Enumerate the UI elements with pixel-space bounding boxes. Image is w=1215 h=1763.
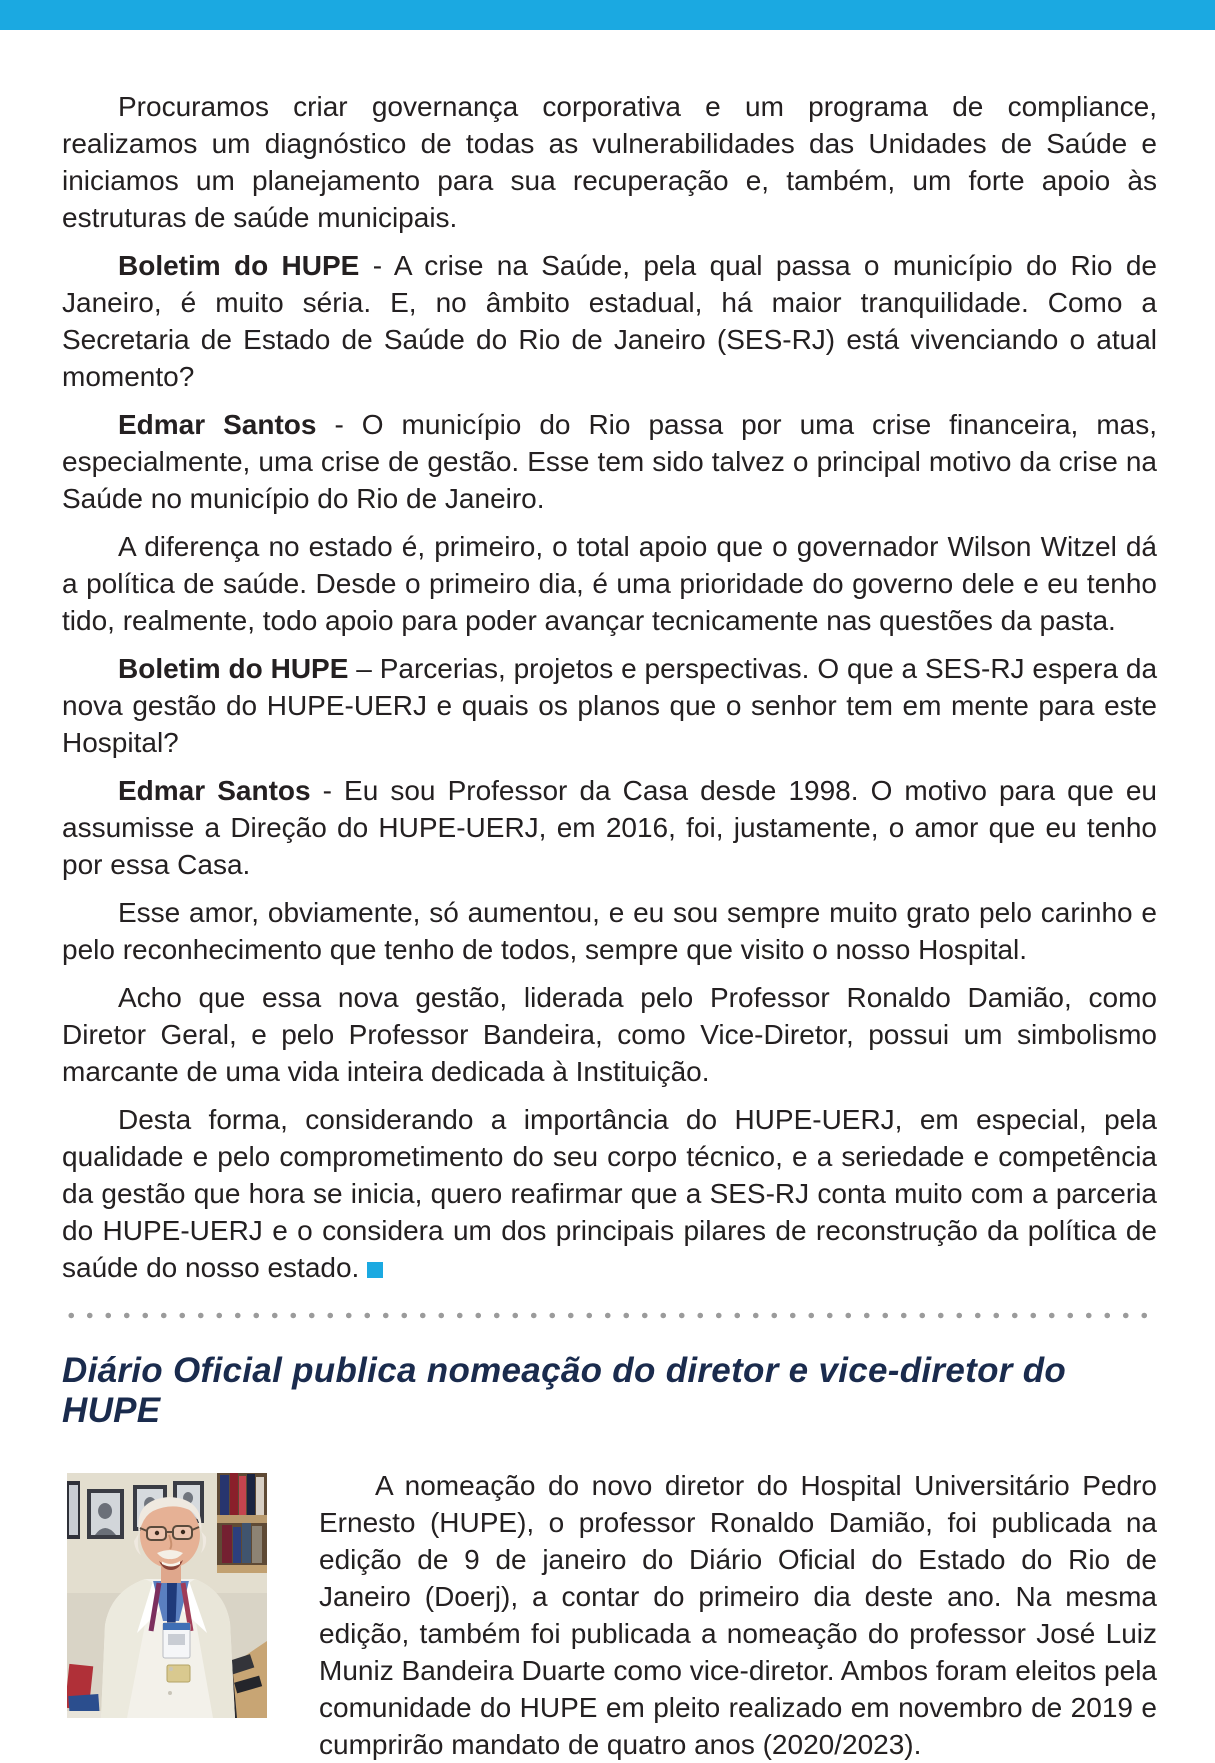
paragraph-text: – Parcerias, projetos e perspectivas. O que a SES-RJ espera da nova gestão do HUPE-UERJ e quais os planos que o senhor tem em mente para este Hospital? xyxy=(62,653,1158,758)
paragraph-text: Procuramos criar governança corporativa e um programa de compliance, realizamos um diagnóstico de todas as vulnerabilidades das Unidades de Saúde e iniciamos um planejamento para sua recuperação e, também, um forte apoio às estruturas de saúde municipais. xyxy=(62,91,1157,233)
speaker-label: Boletim do HUPE xyxy=(118,250,360,281)
speaker-label: Boletim do HUPE xyxy=(118,653,349,684)
director-photo-illustration xyxy=(67,1473,267,1718)
interview-paragraph xyxy=(62,650,1157,761)
dotted-separator xyxy=(62,1312,1157,1319)
news-section xyxy=(62,1467,1157,1763)
paragraph-text: Esse amor, obviamente, só aumentou, e eu sou sempre muito grato pelo carinho e pelo reconhecimento que tenho de todos, sempre que visito o nosso Hospital. xyxy=(62,897,1157,965)
end-of-article-marker-icon xyxy=(367,1262,383,1278)
speaker-label: Edmar Santos xyxy=(118,409,317,440)
news-headline: Diário Oficial publica nomeação do diretor e vice-diretor do HUPE xyxy=(62,1351,1067,1430)
interview-paragraph xyxy=(62,772,1157,883)
paragraph-text: A diferença no estado é, primeiro, o total apoio que o governador Wilson Witzel dá a política de saúde. Desde o primeiro dia, é uma prioridade do governo dele e eu tenho tido, realmente, todo apoio para poder avançar tecnicamente nas questões da pasta. xyxy=(62,531,1157,636)
paragraph-text: - O município do Rio passa por uma crise financeira, mas, especialmente, uma crise de gestão. Esse tem sido talvez o principal motivo da crise na Saúde no município do Rio de Janeiro. xyxy=(62,409,1157,514)
interview-paragraph xyxy=(62,894,1157,968)
director-photo xyxy=(67,1473,267,1718)
interview-paragraph xyxy=(62,528,1157,639)
interview-section xyxy=(62,88,1157,1286)
paragraph-text: Desta forma, considerando a importância do HUPE-UERJ, em especial, pela qualidade e pelo comprometimento do seu corpo técnico, e a seriedade e competência da gestão que hora se inicia, quero reafirmar que a SES-RJ conta muito com a parceria do HUPE-UERJ e o considera um dos principais pilares de reconstrução da política de saúde do nosso estado. xyxy=(62,1104,1157,1283)
interview-paragraph xyxy=(62,979,1157,1090)
news-body: A nomeação do novo diretor do Hospital Universitário Pedro Ernesto (HUPE), o professor Ronaldo Damião, foi publicada na edição de 9 de janeiro do Diário Oficial do Estado do Rio de Janeiro (Doerj), a contar do primeiro dia deste ano. Na mesma edição, também foi publicada a nomeação do professor José Luiz Muniz Bandeira Duarte como vice-diretor. Ambos foram eleitos pela comunidade do HUPE em pleito realizado em novembro de 2019 e cumprirão mandato de quatro anos (2020/2023). xyxy=(319,1470,1157,1760)
interview-paragraph xyxy=(62,247,1157,395)
page-content xyxy=(0,30,1215,1763)
speaker-label: Edmar Santos xyxy=(118,775,311,806)
paragraph-text: Acho que essa nova gestão, liderada pelo Professor Ronaldo Damião, como Diretor Geral, e pelo Professor Bandeira, como Vice-Diretor, possui um simbolismo marcante de uma vida inteira dedicada à Instituição. xyxy=(62,982,1157,1087)
paragraph-text: - A crise na Saúde, pela qual passa o município do Rio de Janeiro, é muito séria. E, no âmbito estadual, há maior tranquilidade. Como a Secretaria de Estado de Saúde do Rio de Janeiro (SES-RJ) está vivenciando o atual momento? xyxy=(62,250,1157,392)
paragraph-text: - Eu sou Professor da Casa desde 1998. O motivo para que eu assumisse a Direção do HUPE-UERJ, em 2016, foi, justamente, o amor que eu tenho por essa Casa. xyxy=(62,775,1158,880)
interview-paragraph xyxy=(62,1101,1157,1286)
interview-paragraph xyxy=(62,88,1157,236)
top-header-bar xyxy=(0,0,1215,30)
interview-paragraph xyxy=(62,406,1157,517)
